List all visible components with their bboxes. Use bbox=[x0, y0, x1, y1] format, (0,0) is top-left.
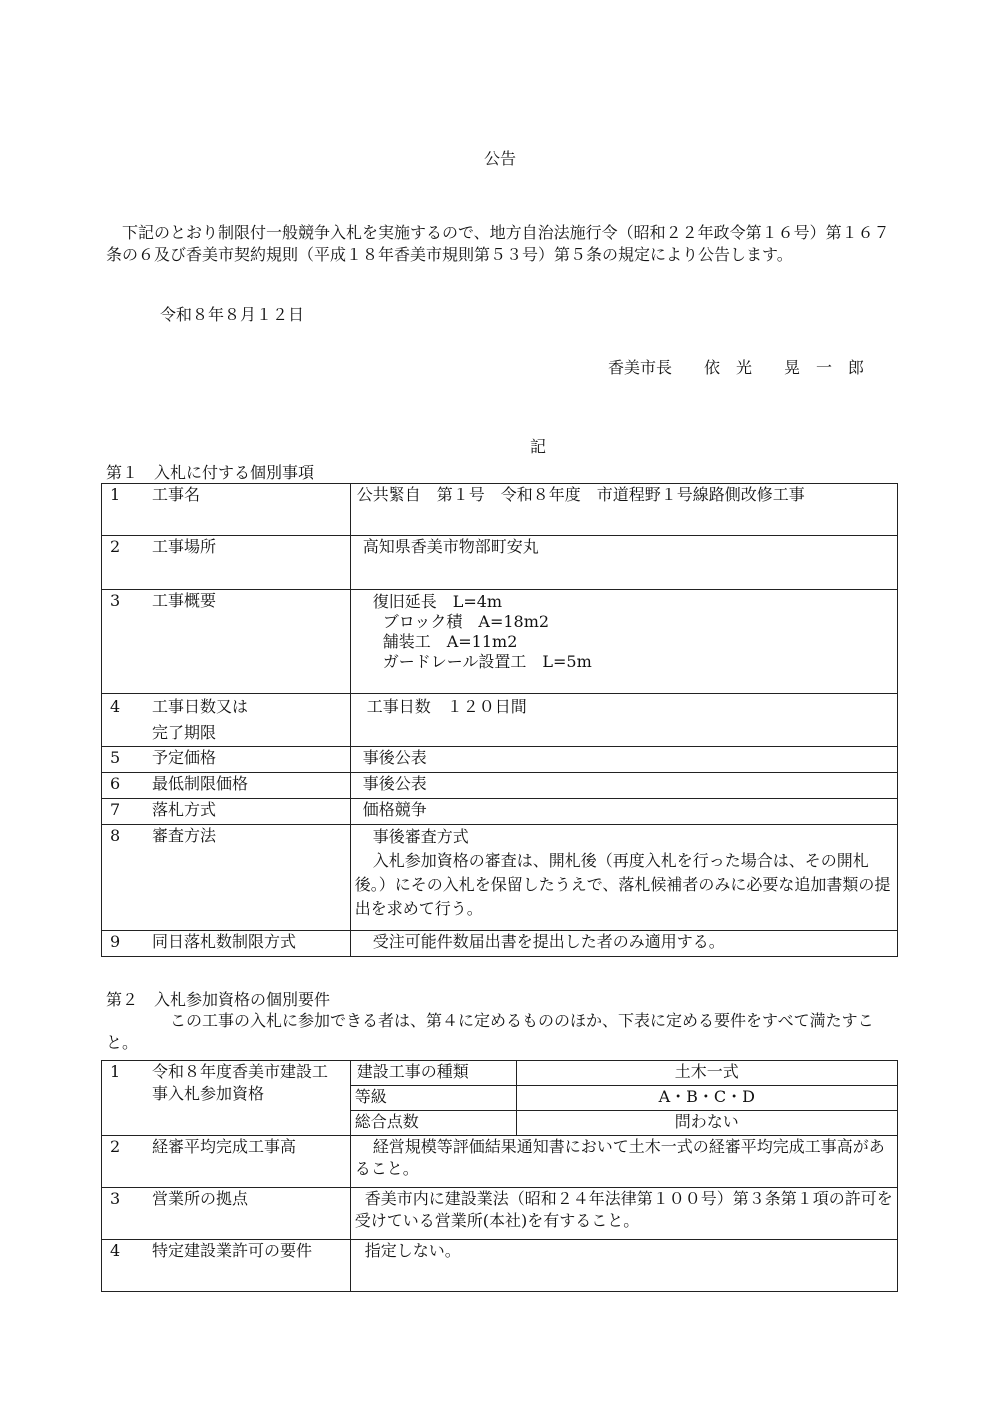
row-label-line2: 完了期限 bbox=[152, 723, 217, 742]
table-row bbox=[102, 694, 898, 747]
row-number: 3 bbox=[110, 591, 121, 610]
row-value: 事後公表 bbox=[350, 747, 897, 773]
section2-description: この工事の入札に参加できる者は、第４に定めるもののほか、下表に定める要件をすべて満たすこと。 bbox=[106, 1011, 874, 1052]
sub-value: A・B・C・D bbox=[516, 1086, 897, 1111]
section1-table bbox=[101, 483, 898, 957]
row-number: 2 bbox=[110, 537, 121, 556]
row-value: 香美市内に建設業法（昭和２４年法律第１００号）第３条第１項の許可を受けている営業所(本社)を有すること。 bbox=[350, 1188, 897, 1240]
sub-key: 等級 bbox=[350, 1086, 516, 1111]
row-value: 公共緊自 第１号 令和８年度 市道程野１号線路側改修工事 bbox=[350, 484, 897, 536]
row-number: 4 bbox=[110, 1241, 121, 1260]
table-row bbox=[102, 484, 898, 536]
row-label: 特定建設業許可の要件 bbox=[152, 1241, 313, 1260]
overview-line: 復旧延長 L=4m bbox=[372, 592, 503, 611]
row-value bbox=[350, 590, 897, 694]
row-label: 経審平均完成工事高 bbox=[152, 1137, 297, 1156]
section2-heading: 第２ 入札参加資格の個別要件 bbox=[106, 990, 331, 1009]
row-label: 予定価格 bbox=[152, 748, 217, 767]
table-row bbox=[102, 536, 898, 590]
row-label: 落札方式 bbox=[152, 800, 217, 819]
row-number: 1 bbox=[110, 485, 121, 504]
row-number: 9 bbox=[110, 932, 121, 951]
mayor-signature: 香美市長 依 光 晃 一 郎 bbox=[608, 358, 865, 377]
intro-paragraph bbox=[106, 222, 896, 266]
row-number: 6 bbox=[110, 774, 121, 793]
row-value: 高知県香美市物部町安丸 bbox=[350, 536, 897, 590]
table-row bbox=[102, 747, 898, 773]
sub-key: 建設工事の種類 bbox=[350, 1061, 516, 1086]
row-value: 経営規模等評価結果通知書において土木一式の経審平均完成工事高があること。 bbox=[350, 1136, 897, 1188]
row-number: 3 bbox=[110, 1189, 121, 1208]
table-row bbox=[102, 799, 898, 825]
document-title: 公告 bbox=[483, 149, 516, 168]
row-label: 工事概要 bbox=[152, 591, 217, 610]
row-label: 同日落札数制限方式 bbox=[152, 932, 297, 951]
row-number: 4 bbox=[110, 697, 121, 716]
review-method: 事後審査方式 bbox=[372, 827, 469, 846]
table-row bbox=[102, 1136, 898, 1188]
sub-value: 土木一式 bbox=[516, 1061, 897, 1086]
row-label: 営業所の拠点 bbox=[152, 1189, 249, 1208]
row-label: 最低制限価格 bbox=[152, 774, 249, 793]
row-label: 工事場所 bbox=[152, 537, 217, 556]
row-label: 工事名 bbox=[152, 485, 201, 504]
row-value: 工事日数 １２０日間 bbox=[350, 694, 897, 747]
row-value bbox=[350, 825, 897, 931]
row-value: 受注可能件数届出書を提出した者のみ適用する。 bbox=[350, 931, 897, 957]
table-row bbox=[102, 931, 898, 957]
overview-line: 舗装工 A=11m2 bbox=[382, 632, 518, 651]
overview-line: ガードレール設置工 L=5m bbox=[382, 652, 592, 671]
row-value: 価格競争 bbox=[350, 799, 897, 825]
row-label: 令和８年度香美市建設工事入札参加資格 bbox=[152, 1062, 329, 1103]
row-number: 5 bbox=[110, 748, 121, 767]
row-value: 指定しない。 bbox=[350, 1240, 897, 1292]
sub-key: 総合点数 bbox=[350, 1111, 516, 1136]
row-number: 1 bbox=[110, 1062, 121, 1081]
row-number: 7 bbox=[110, 800, 121, 819]
table-row bbox=[102, 590, 898, 694]
table-row bbox=[102, 1061, 898, 1086]
table-row bbox=[102, 773, 898, 799]
row-number: 8 bbox=[110, 826, 121, 845]
sub-value: 問わない bbox=[516, 1111, 897, 1136]
review-description: 入札参加資格の審査は、開札後（再度入札を行った場合は、その開札後。）にその入札を保留したうえで、落札候補者のみに必要な追加書類の提出を求めて行う。 bbox=[354, 851, 891, 918]
row-number: 2 bbox=[110, 1137, 121, 1156]
row-label: 審査方法 bbox=[152, 826, 217, 845]
table-row bbox=[102, 1188, 898, 1240]
section2-table bbox=[101, 1060, 898, 1292]
notice-date: 令和８年８月１２日 bbox=[160, 305, 305, 324]
ki-heading: 記 bbox=[530, 437, 547, 456]
overview-line: ブロック積 A=18m2 bbox=[382, 612, 550, 631]
table-row bbox=[102, 825, 898, 931]
row-value: 事後公表 bbox=[350, 773, 897, 799]
section1-heading: 第１ 入札に付する個別事項 bbox=[106, 463, 315, 482]
row-label: 工事日数又は bbox=[152, 697, 249, 716]
table-row bbox=[102, 1240, 898, 1292]
intro-text: 下記のとおり制限付一般競争入札を実施するので、地方自治法施行令（昭和２２年政令第１６号）第１６７条の６及び香美市契約規則（平成１８年香美市規則第５３号）第５条の規定により公告します。 bbox=[106, 223, 890, 264]
